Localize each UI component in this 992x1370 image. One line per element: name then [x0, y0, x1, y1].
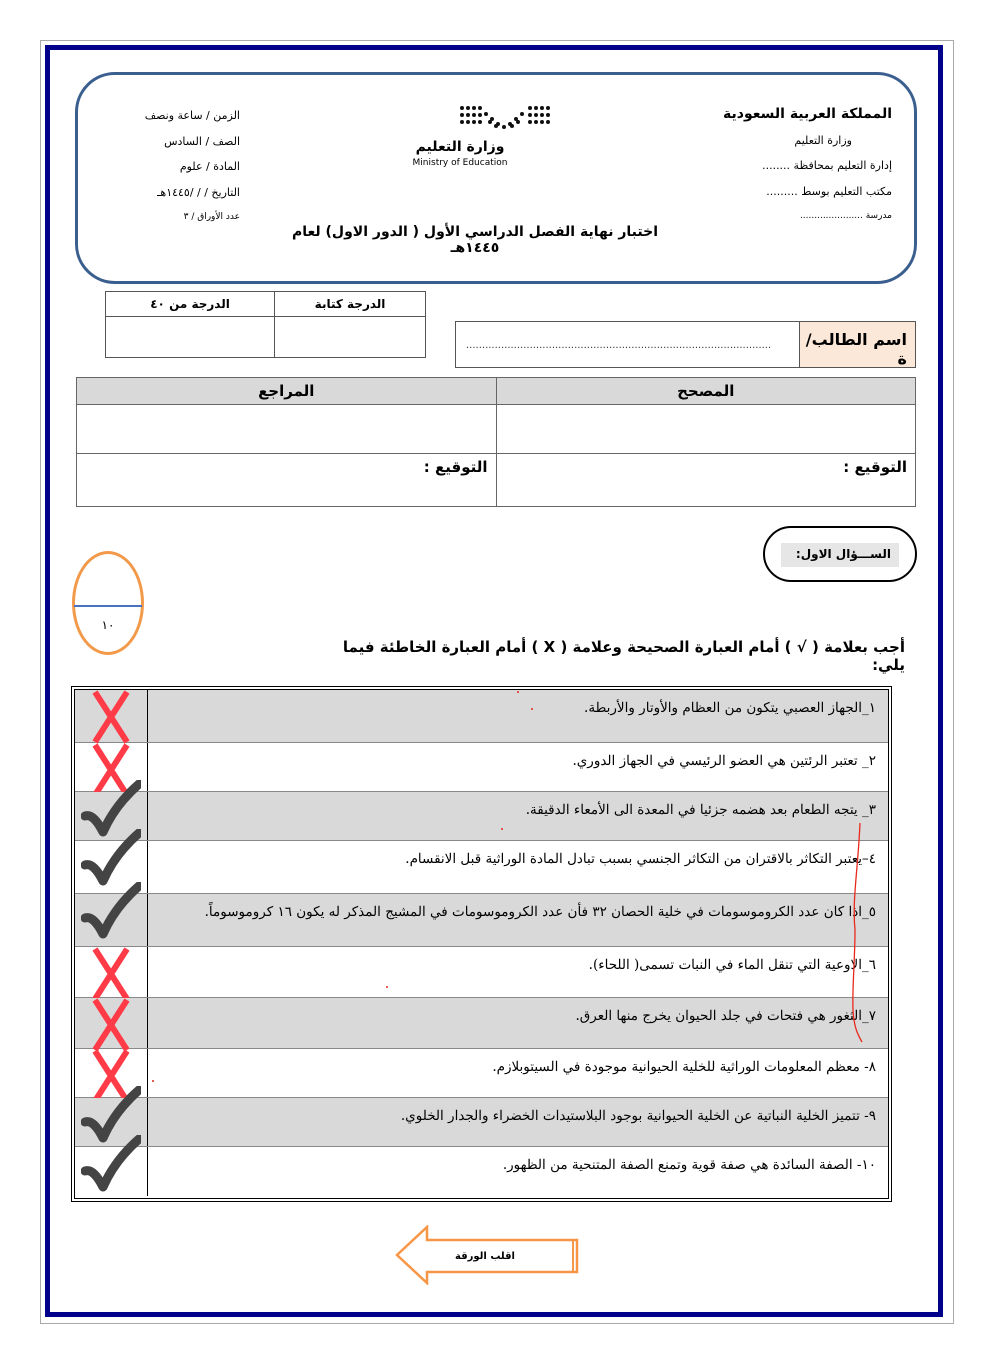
grade-score-header: الدرجة من ٤٠	[106, 292, 275, 317]
question-label: الســـؤال الاول:	[781, 543, 899, 567]
header-right-info	[672, 102, 892, 230]
logo-dot	[546, 120, 550, 124]
logo-dot	[534, 106, 538, 110]
grade-table	[105, 291, 426, 358]
logo-dot	[494, 124, 498, 128]
exam-title: اختبار نهاية الفصل الدراسي الأول ( الدور الاول) لعام ١٤٤٥هـ	[291, 224, 658, 256]
item-row	[75, 893, 888, 946]
item-row	[75, 946, 888, 997]
grade-label: الصف / السادس	[164, 134, 240, 148]
answer-cell[interactable]	[75, 1146, 148, 1196]
logo-dot	[502, 125, 506, 129]
student-name-label: اسم الطالب/ة	[799, 322, 915, 367]
item-statement: ٤–يعتبر التكاثر بالاقتران من التكاثر الجنسي بسبب تبادل المادة الوراثية قبل الانقسام.	[148, 840, 889, 893]
student-name-box	[455, 321, 916, 368]
date-label: التاريخ / / /١٤٤٥هـ	[157, 185, 240, 199]
item-row	[75, 742, 888, 791]
logo-dot	[540, 106, 544, 110]
logo-dot	[472, 120, 476, 124]
item-row	[75, 997, 888, 1048]
logo-dot	[540, 113, 544, 117]
logo-dot	[516, 120, 520, 124]
answer-cell[interactable]	[75, 946, 148, 997]
country-label: المملكة العربية السعودية	[723, 106, 892, 122]
item-row	[75, 1146, 888, 1196]
logo-dot	[534, 120, 538, 124]
student-name-field[interactable]: ................................................................................................	[466, 340, 772, 351]
logo-dot	[472, 113, 476, 117]
logo-dot	[546, 113, 550, 117]
corrector-signature[interactable]: التوقيع :	[496, 454, 916, 507]
logo-english-text: Ministry of Education	[412, 158, 508, 168]
logo-dot	[528, 106, 532, 110]
grade-written-field[interactable]	[275, 317, 426, 358]
logo-arabic-text: وزارة التعليم	[415, 139, 505, 155]
item-statement: ١٠- الصفة السائدة هي صفة قوية وتمنع الصفة المتنحية من الظهور.	[502, 1156, 876, 1173]
office-label: مكتب التعليم بوسط .........	[766, 184, 892, 198]
item-statement: ٦_الاوعية التي تنقل الماء في النبات تسمى( اللحاء).	[148, 946, 889, 997]
directorate-label: إدارة التعليم بمحافظة ........	[762, 159, 892, 172]
item-statement: ٥_اذا كان عدد الكروموسومات في خلية الحصان ٣٢ فأن عدد الكروموسومات في المشيج المذكر له يكون ١٦ كروموسوماً.	[148, 893, 889, 946]
score-divider	[74, 605, 142, 607]
flip-page-label: اقلب الورقة	[455, 1251, 515, 1262]
answer-cell[interactable]	[75, 997, 148, 1048]
question-instruction: أجب بعلامة ( √ ) أمام العبارة الصحيحة وعلامة ( X ) أمام العبارة الخاطئة فيما يلي:	[342, 638, 905, 674]
answer-cell[interactable]	[75, 893, 148, 946]
logo-dot	[510, 124, 514, 128]
item-statement: ٨- معظم المعلومات الوراثية للخلية الحيوانية موجودة في السيتوبلازم.	[148, 1048, 889, 1097]
check-mark-icon	[81, 882, 141, 944]
grade-score-field[interactable]	[106, 317, 275, 358]
reviewer-signature[interactable]: التوقيع :	[77, 454, 497, 507]
logo-dot	[546, 106, 550, 110]
reviewer-header: المراجع	[77, 378, 497, 405]
item-row	[75, 1097, 888, 1146]
logo-dot	[484, 112, 488, 116]
logo-dot	[472, 106, 476, 110]
item-statement: ٢_ تعتبر الرئتين هي العضو الرئيسي في الجهاز الدوري.	[148, 742, 889, 791]
item-statement: ١_الجهاز العصبي يتكون من العظام والأوتار والأربطة.	[148, 690, 889, 742]
logo-dot	[460, 113, 464, 117]
logo-dot	[466, 120, 470, 124]
score-total: ١٠	[101, 618, 115, 632]
review-table	[76, 377, 916, 507]
item-row	[75, 1048, 888, 1097]
logo-dot	[478, 106, 482, 110]
logo-dot	[466, 106, 470, 110]
logo-dot	[478, 113, 482, 117]
pages-label: عدد الأوراق / ٣	[183, 212, 240, 222]
item-row	[75, 840, 888, 893]
true-false-table	[71, 686, 892, 1202]
item-row	[75, 690, 888, 742]
subject-label: المادة / علوم	[179, 160, 240, 173]
logo-dot	[534, 113, 538, 117]
logo-dot	[540, 120, 544, 124]
corrector-name-field[interactable]	[496, 405, 916, 454]
grade-written-header: الدرجة كتابة	[275, 292, 426, 317]
logo-dot	[488, 120, 492, 124]
item-statement: ٩- تتميز الخلية النباتية عن الخلية الحيوانية بوجود البلاستيدات الخضراء والجدار الخلوي.	[148, 1097, 889, 1146]
item-statement: ٧_الثغور هي فتحات في جلد الحيوان يخرج منها العرق.	[148, 997, 889, 1048]
logo-dot	[528, 120, 532, 124]
item-row	[75, 791, 888, 840]
ministry-label: وزارة التعليم	[794, 133, 852, 147]
logo-dot	[478, 120, 482, 124]
score-oval	[72, 551, 144, 655]
check-mark-icon	[81, 1135, 141, 1197]
logo-dot	[528, 113, 532, 117]
school-label: مدرسة ......................	[799, 211, 892, 221]
reviewer-name-field[interactable]	[77, 405, 497, 454]
logo-dot	[460, 106, 464, 110]
item-statement: ٣_ يتجه الطعام بعد هضمه جزئيا في المعدة الى الأمعاء الدقيقة.	[148, 791, 889, 840]
logo-dot	[520, 112, 524, 116]
corrector-header: المصحح	[496, 378, 916, 405]
header-left-info	[130, 103, 240, 231]
items-table	[75, 690, 888, 1196]
time-label: الزمن / ساعة ونصف	[144, 109, 240, 122]
answer-cell[interactable]	[75, 690, 148, 742]
logo-dot	[466, 113, 470, 117]
logo-dot	[460, 120, 464, 124]
